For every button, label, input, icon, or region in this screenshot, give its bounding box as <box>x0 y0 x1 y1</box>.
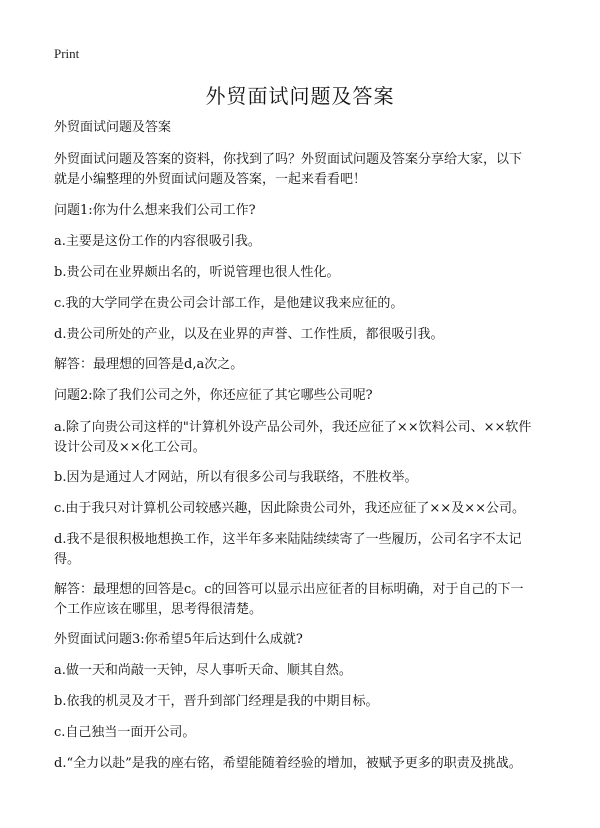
q2-option-d-line-2: 得。 <box>54 552 81 567</box>
intro-line-1: 外贸面试问题及答案的资料，你找到了吗？外贸面试问题及答案分享给大家，以下 <box>54 152 523 167</box>
question-2: 问题2:除了我们公司之外，你还应征了其它哪些公司呢? <box>54 388 373 403</box>
q1-option-d: d.贵公司所处的产业，以及在业界的声誉、工作性质，都很吸引我。 <box>54 327 444 342</box>
q2-option-b: b.因为是通过人才网站，所以有很多公司与我联络，不胜枚举。 <box>54 470 418 485</box>
q2-answer-line-2: 个工作应该在哪里，思考得很清楚。 <box>54 602 263 617</box>
q3-option-d: d.“全力以赴”是我的座右铭，希望能随着经验的增加，被赋予更多的职责及挑战。 <box>54 756 522 771</box>
q2-option-d-line-1: d.我不是很积极地想换工作，这半年多来陆陆续续寄了一些履历，公司名字不太记 <box>54 532 522 547</box>
q1-answer: 解答：最理想的回答是d,a次之。 <box>54 357 244 372</box>
q3-option-c: c.自己独当一面开公司。 <box>54 725 196 740</box>
page-title: 外贸面试问题及答案 <box>205 84 395 108</box>
question-3: 外贸面试问题3:你希望5年后达到什么成就? <box>54 632 303 647</box>
question-1: 问题1:你为什么想来我们公司工作? <box>54 203 256 218</box>
q3-option-b: b.依我的机灵及才干，晋升到部门经理是我的中期目标。 <box>54 694 379 709</box>
q2-option-a-line-2: 设计公司及××化工公司。 <box>54 440 206 455</box>
q3-option-a: a.做一天和尚敲一天钟，尽人事听天命、顺其自然。 <box>54 663 352 678</box>
q2-option-a-line-1: a.除了向贵公司这样的"计算机外设产品公司外，我还应征了××饮料公司、××软件 <box>54 420 532 435</box>
q1-option-b: b.贵公司在业界颇出名的，听说管理也很人性化。 <box>54 265 340 280</box>
q1-option-a: a.主要是这份工作的内容很吸引我。 <box>54 234 261 249</box>
document-subtitle: 外贸面试问题及答案 <box>54 120 172 135</box>
q1-option-c: c.我的大学同学在贵公司会计部工作，是他建议我来应征的。 <box>54 296 404 311</box>
q2-option-c: c.由于我只对计算机公司较感兴趣，因此除贵公司外，我还应征了××及××公司。 <box>54 501 525 516</box>
q2-answer-line-1: 解答：最理想的回答是c。c的回答可以显示出应征者的目标明确，对于自己的下一 <box>54 582 524 597</box>
print-label: Print <box>54 46 80 61</box>
intro-line-2: 就是小编整理的外贸面试问题及答案，一起来看看吧！ <box>54 172 367 187</box>
